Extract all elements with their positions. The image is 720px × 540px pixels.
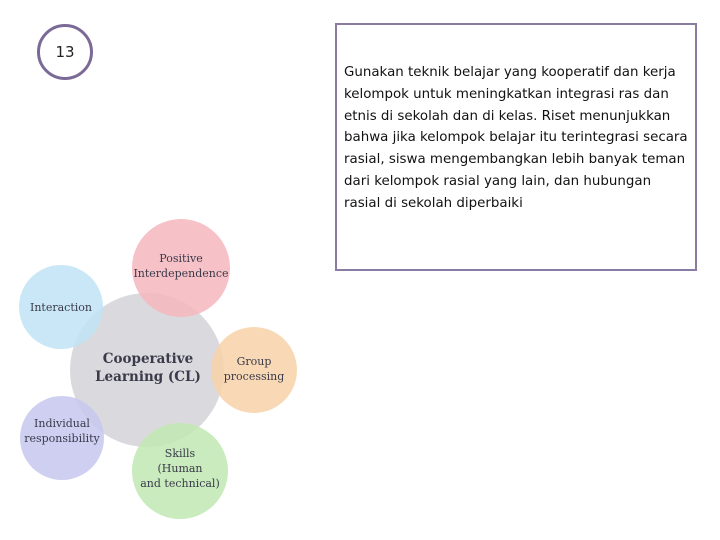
slide-number: 13 bbox=[37, 24, 93, 80]
center-label-line1: Cooperative bbox=[102, 351, 194, 367]
label-responsibility: responsibility bbox=[24, 432, 100, 445]
label-human: (Human bbox=[157, 462, 203, 475]
label-group: Group bbox=[236, 355, 272, 368]
label-interdependence: Interdependence bbox=[133, 267, 229, 280]
label-positive: Positive bbox=[159, 252, 203, 265]
label-individual: Individual bbox=[34, 417, 90, 430]
center-label-line2: Learning (CL) bbox=[95, 369, 201, 385]
label-interaction: Interaction bbox=[30, 301, 92, 314]
text-box bbox=[335, 23, 697, 271]
label-processing: processing bbox=[223, 370, 285, 383]
body-text: Gunakan teknik belajar yang kooperatif dan kerja kelompok untuk meningkatkan integrasi ras dan etnis di sekolah dan di kelas. Riset menunjukkan bahwa jika kelompok belajar itu terintegrasi secara rasial, siswa mengembangkan lebih banyak teman dari kelompok rasial yang lain, dan hubungan rasial di sekolah diperbaiki bbox=[344, 65, 688, 211]
label-skills: Skills bbox=[164, 447, 196, 460]
cooperative-learning-diagram bbox=[0, 210, 320, 530]
label-and-technical: and technical) bbox=[140, 477, 220, 490]
